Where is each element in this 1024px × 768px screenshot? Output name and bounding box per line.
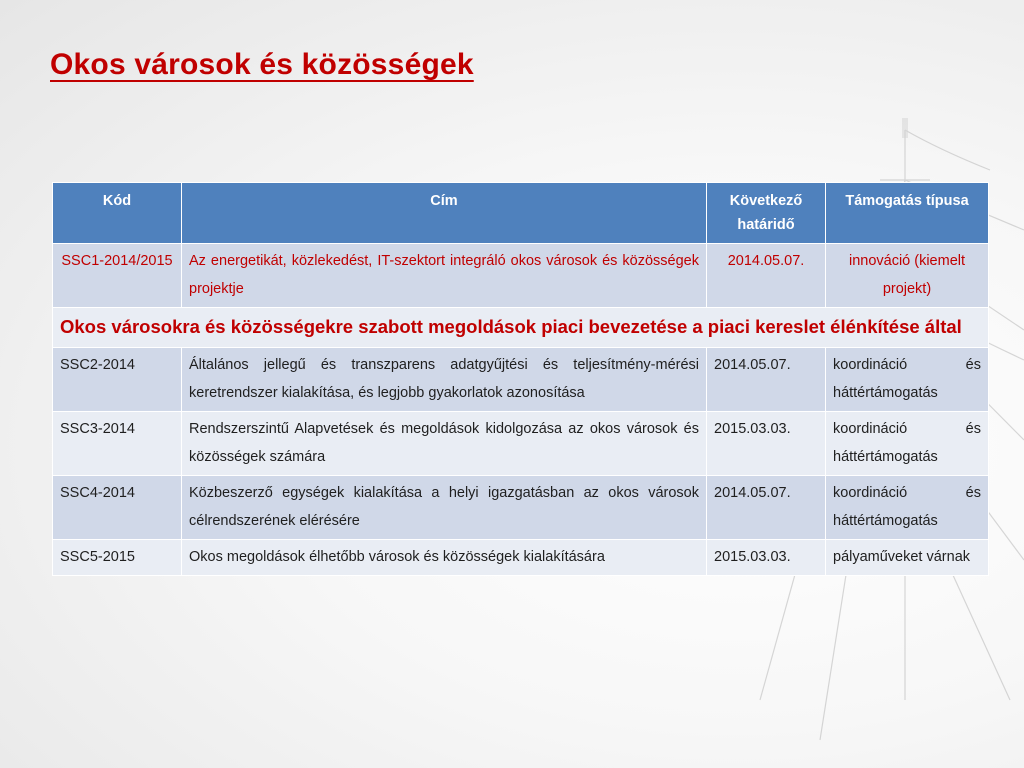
page-title: Okos városok és közösségek bbox=[50, 48, 474, 81]
cell-title: Általános jellegű és transzparens adatgyűjtési és teljesítmény-mérési keretrendszer kialakítása, és legjobb gyakorlatok azonosítása bbox=[182, 348, 707, 412]
header-deadline: Következő határidő bbox=[707, 183, 826, 244]
project-table bbox=[52, 182, 989, 576]
cell-code: SSC1-2014/2015 bbox=[53, 244, 182, 308]
cell-support: pályaműveket várnak bbox=[826, 540, 989, 576]
table-row bbox=[53, 244, 989, 308]
cell-support: innováció (kiemelt projekt) bbox=[826, 244, 989, 308]
cell-code: SSC2-2014 bbox=[53, 348, 182, 412]
cell-title: Okos megoldások élhetőbb városok és közösségek kialakítására bbox=[182, 540, 707, 576]
cell-support: koordináció és háttértámogatás bbox=[826, 412, 989, 476]
cell-title: Rendszerszintű Alapvetések és megoldások kidolgozása az okos városok és közösségek számára bbox=[182, 412, 707, 476]
table-row bbox=[53, 412, 989, 476]
cell-deadline: 2015.03.03. bbox=[707, 412, 826, 476]
section-heading-row bbox=[53, 308, 989, 348]
section-heading: Okos városokra és közösségekre szabott megoldások piaci bevezetése a piaci kereslet élénkítése által bbox=[53, 308, 989, 348]
table-row bbox=[53, 476, 989, 540]
table-row bbox=[53, 540, 989, 576]
cell-code: SSC4-2014 bbox=[53, 476, 182, 540]
cell-code: SSC5-2015 bbox=[53, 540, 182, 576]
cell-deadline: 2015.03.03. bbox=[707, 540, 826, 576]
cell-title: Közbeszerző egységek kialakítása a helyi igazgatásban az okos városok célrendszerének elérésére bbox=[182, 476, 707, 540]
header-support: Támogatás típusa bbox=[826, 183, 989, 244]
cell-title: Az energetikát, közlekedést, IT-szektort integráló okos városok és közösségek projektje bbox=[182, 244, 707, 308]
cell-deadline: 2014.05.07. bbox=[707, 476, 826, 540]
cell-support: koordináció és háttértámogatás bbox=[826, 348, 989, 412]
header-code: Kód bbox=[53, 183, 182, 244]
cell-support: koordináció és háttértámogatás bbox=[826, 476, 989, 540]
cell-deadline: 2014.05.07. bbox=[707, 244, 826, 308]
cell-code: SSC3-2014 bbox=[53, 412, 182, 476]
table-header-row bbox=[53, 183, 989, 244]
header-title: Cím bbox=[182, 183, 707, 244]
cell-deadline: 2014.05.07. bbox=[707, 348, 826, 412]
table-row bbox=[53, 348, 989, 412]
